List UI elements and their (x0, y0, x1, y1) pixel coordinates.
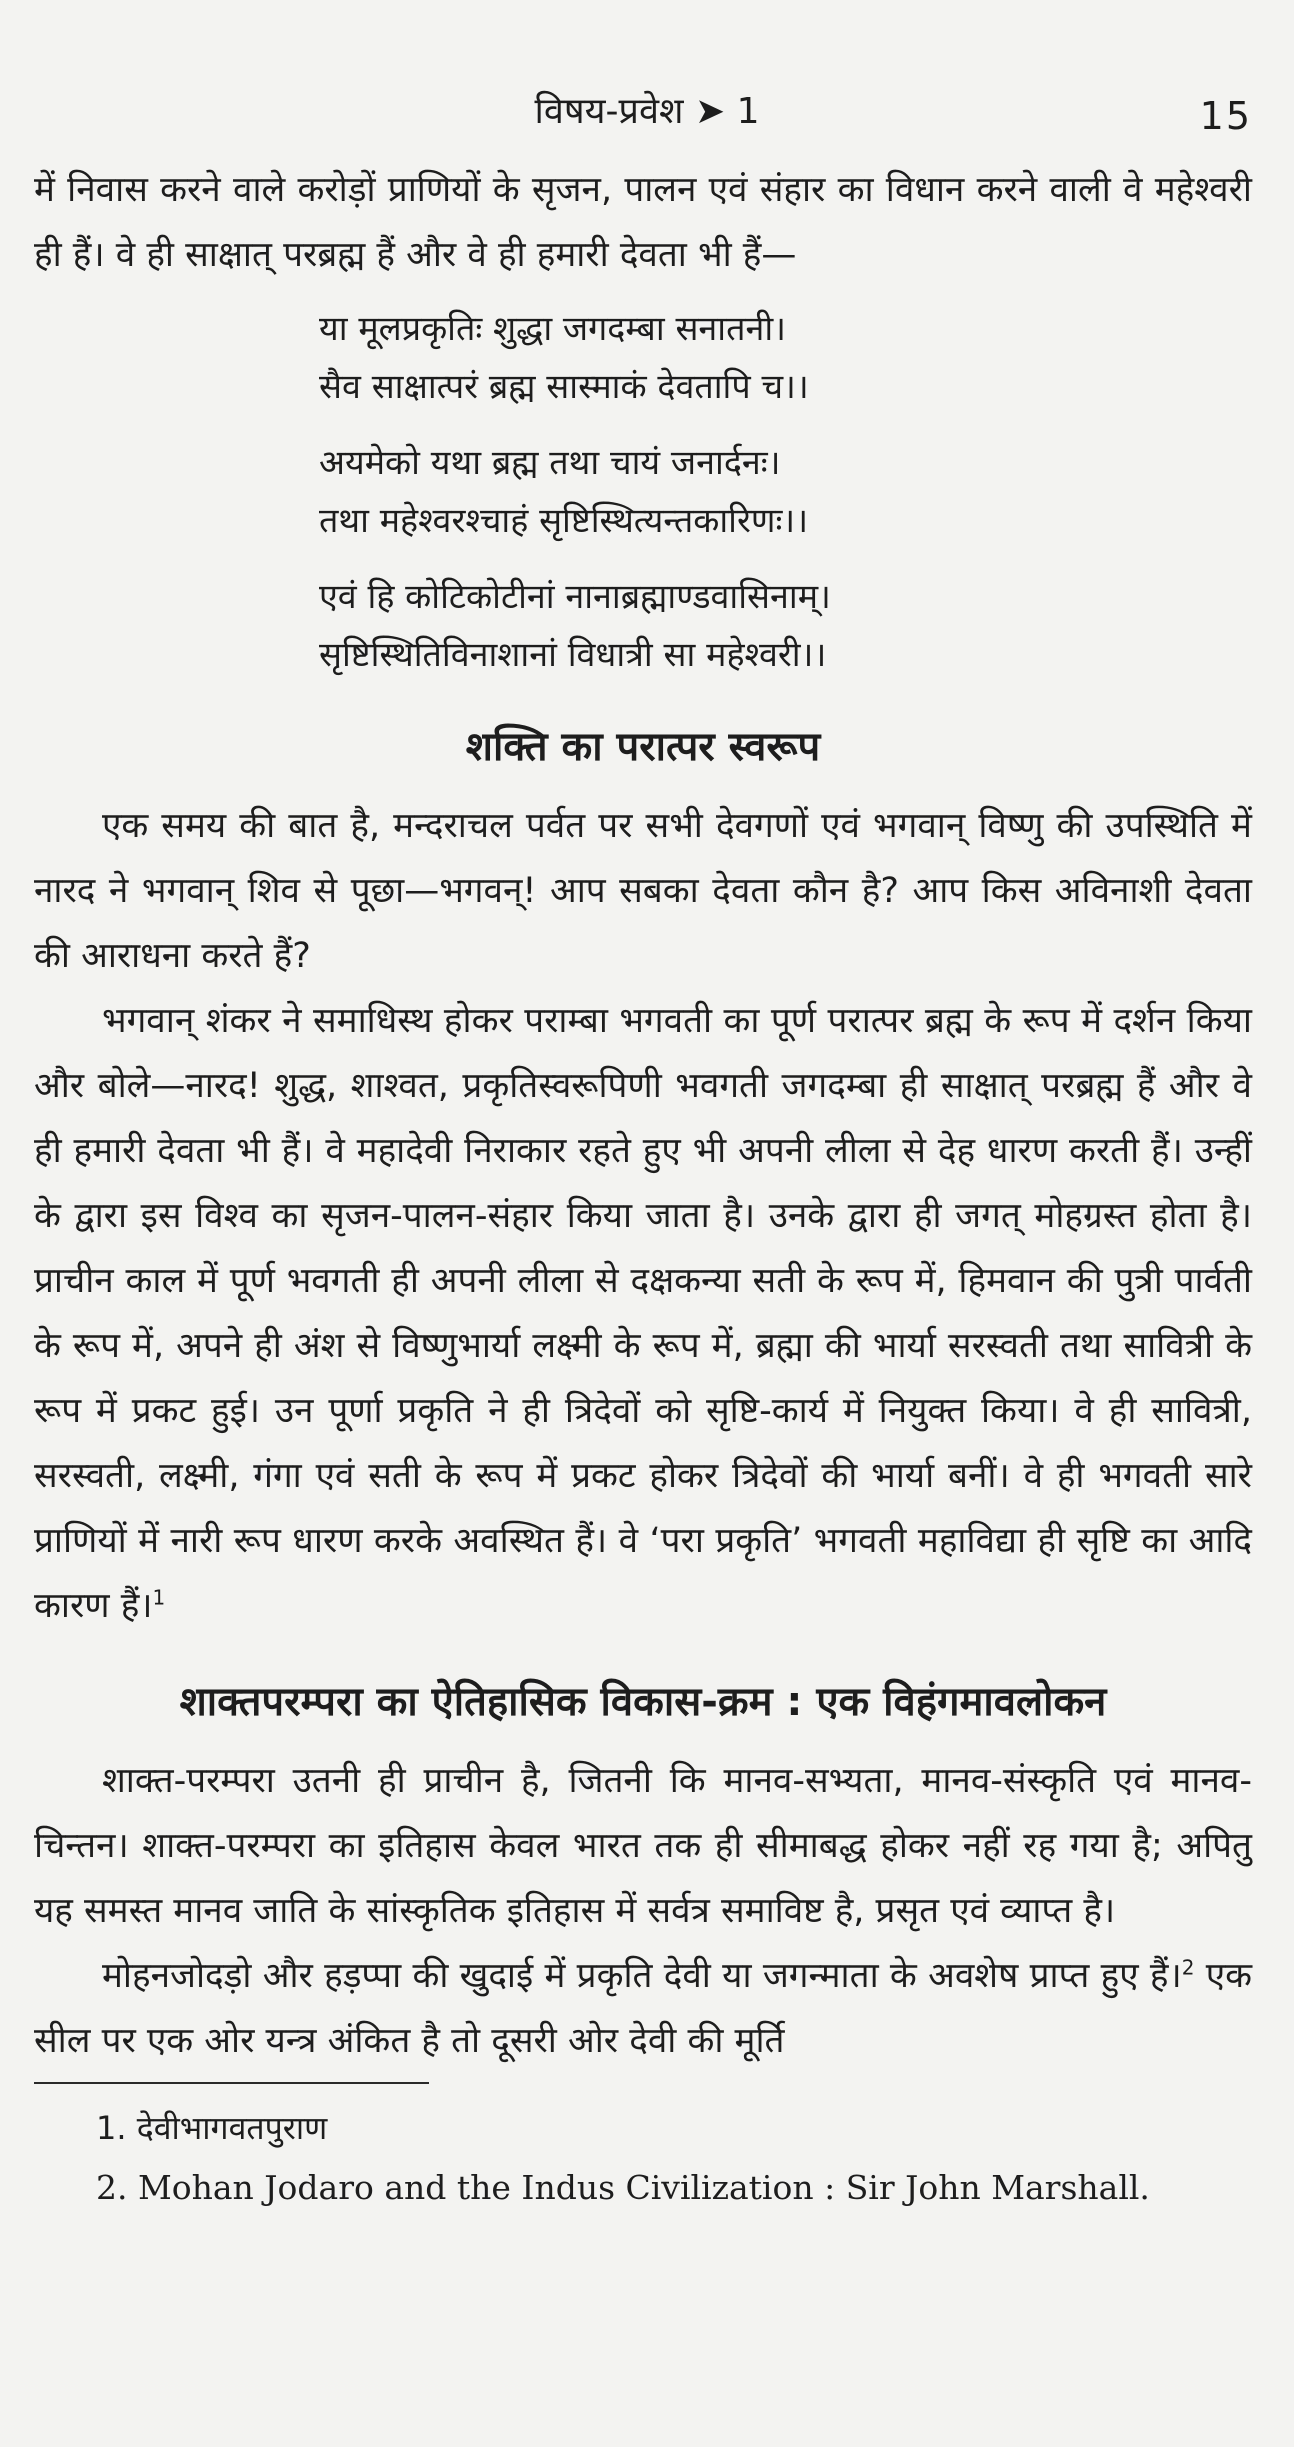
paragraph-text: मोहनजोदड़ो और हड़प्पा की खुदाई में प्रकृति देवी या जगन्माता के अवशेष प्राप्त हुए हैं। (102, 1956, 1182, 1996)
paragraph: एक समय की बात है, मन्दराचल पर्वत पर सभी देवगणों एवं भगवान् विष्णु की उपस्थिति में नारद ने भगवान् शिव से पूछा—भगवन्! आप सबका देवता कौन है? आप किस अविनाशी देवता की आराधना करते हैं? (34, 806, 1252, 976)
footnote-rule (34, 2082, 429, 2084)
verse-group-2 (34, 434, 1252, 550)
verse-line: या मूलप्रकृतिः शुद्धा जगदम्बा सनातनी। (319, 309, 787, 349)
paragraph: शाक्त-परम्परा उतनी ही प्राचीन है, जितनी कि मानव-सभ्यता, मानव-संस्कृति एवं मानव-चिन्तन। शाक्त-परम्परा का इतिहास केवल भारत तक ही सीमाबद्ध होकर नहीं रह गया है; अपितु यह समस्त मानव जाति के सांस्कृतिक इतिहास में सर्वत्र समाविष्ट है, प्रसृत एवं व्याप्त है। (34, 1761, 1252, 1931)
footnotes (34, 2098, 1252, 2218)
footnote-ref: 2 (1181, 1955, 1195, 1980)
running-head: विषय-प्रवेश ➤ 1 (534, 91, 760, 132)
verse-line: सृष्टिस्थितिविनाशानां विधात्री सा महेश्वरी।। (319, 635, 827, 675)
page-header (0, 82, 1294, 142)
paragraph-text: एक सील पर एक ओर यन्त्र अंकित है तो दूसरी ओर देवी की मूर्ति (34, 1956, 1252, 2061)
body-text (34, 158, 1252, 2218)
footnote: 1. देवीभागवतपुराण (96, 2109, 328, 2147)
verse-line: अयमेको यथा ब्रह्म तथा चायं जनार्दनः। (319, 443, 781, 483)
footnote-ref: 1 (152, 1585, 166, 1610)
verse-line: सैव साक्षात्परं ब्रह्म सास्माकं देवतापि च।। (319, 367, 809, 407)
section-heading-shakti: शक्ति का परात्पर स्वरूप (465, 724, 821, 770)
paragraph (34, 989, 1252, 1639)
verse-group-1 (34, 300, 1252, 416)
paragraph-text: भगवान् शंकर ने समाधिस्थ होकर पराम्बा भगवती का पूर्ण परात्पर ब्रह्म के रूप में दर्शन किया और बोले—नारद! शुद्ध, शाश्वत, प्रकृतिस्वरूपिणी भवगती जगदम्बा ही साक्षात् परब्रह्म हैं और वे ही हमारी देवता भी हैं। वे महादेवी निराकार रहते हुए भी अपनी लीला से देह धारण करती हैं। उन्हीं के द्वारा इस विश्व का सृजन-पालन-संहार किया जाता है। उनके द्वारा ही जगत् मोहग्रस्त होता है। प्राचीन काल में पूर्ण भवगती ही अपनी लीला से दक्षकन्या सती के रूप में, हिमवान की पुत्री पार्वती के रूप में, अपने ही अंश से विष्णुभार्या लक्ष्मी के रूप में, ब्रह्मा की भार्या सरस्वती तथा सावित्री के रूप में प्रकट हुई। उन पूर्णा प्रकृति ने ही त्रिदेवों को सृष्टि-कार्य में नियुक्त किया। वे ही सावित्री, सरस्वती, लक्ष्मी, गंगा एवं सती के रूप में प्रकट होकर त्रिदेवों की भार्या बनीं। वे ही भगवती सारे प्राणियों में नारी रूप धारण करके अवस्थित हैं। वे ‘परा प्रकृति’ भगवती महाविद्या ही सृष्टि का आदि कारण हैं। (34, 1001, 1252, 1626)
paragraph-continued: में निवास करने वाले करोड़ों प्राणियों के सृजन, पालन एवं संहार का विधान करने वाली वे महेश्वरी ही हैं। वे ही साक्षात् परब्रह्म हैं और वे ही हमारी देवता भी हैं— (34, 170, 1252, 275)
verse-line: एवं हि कोटिकोटीनां नानाब्रह्माण्डवासिनाम्। (319, 577, 831, 617)
footnote: 2. Mohan Jodaro and the Indus Civilization : Sir John Marshall. (96, 2168, 1150, 2207)
verse-line: तथा महेश्वरश्चाहं सृष्टिस्थित्यन्तकारिणः।। (319, 501, 809, 541)
page-number: 15 (1199, 94, 1252, 138)
section-heading-history: शाक्तपरम्परा का ऐतिहासिक विकास-क्रम : एक विहंगमावलोकन (179, 1679, 1107, 1725)
paragraph (34, 1944, 1252, 2074)
verse-group-3 (34, 568, 1252, 684)
